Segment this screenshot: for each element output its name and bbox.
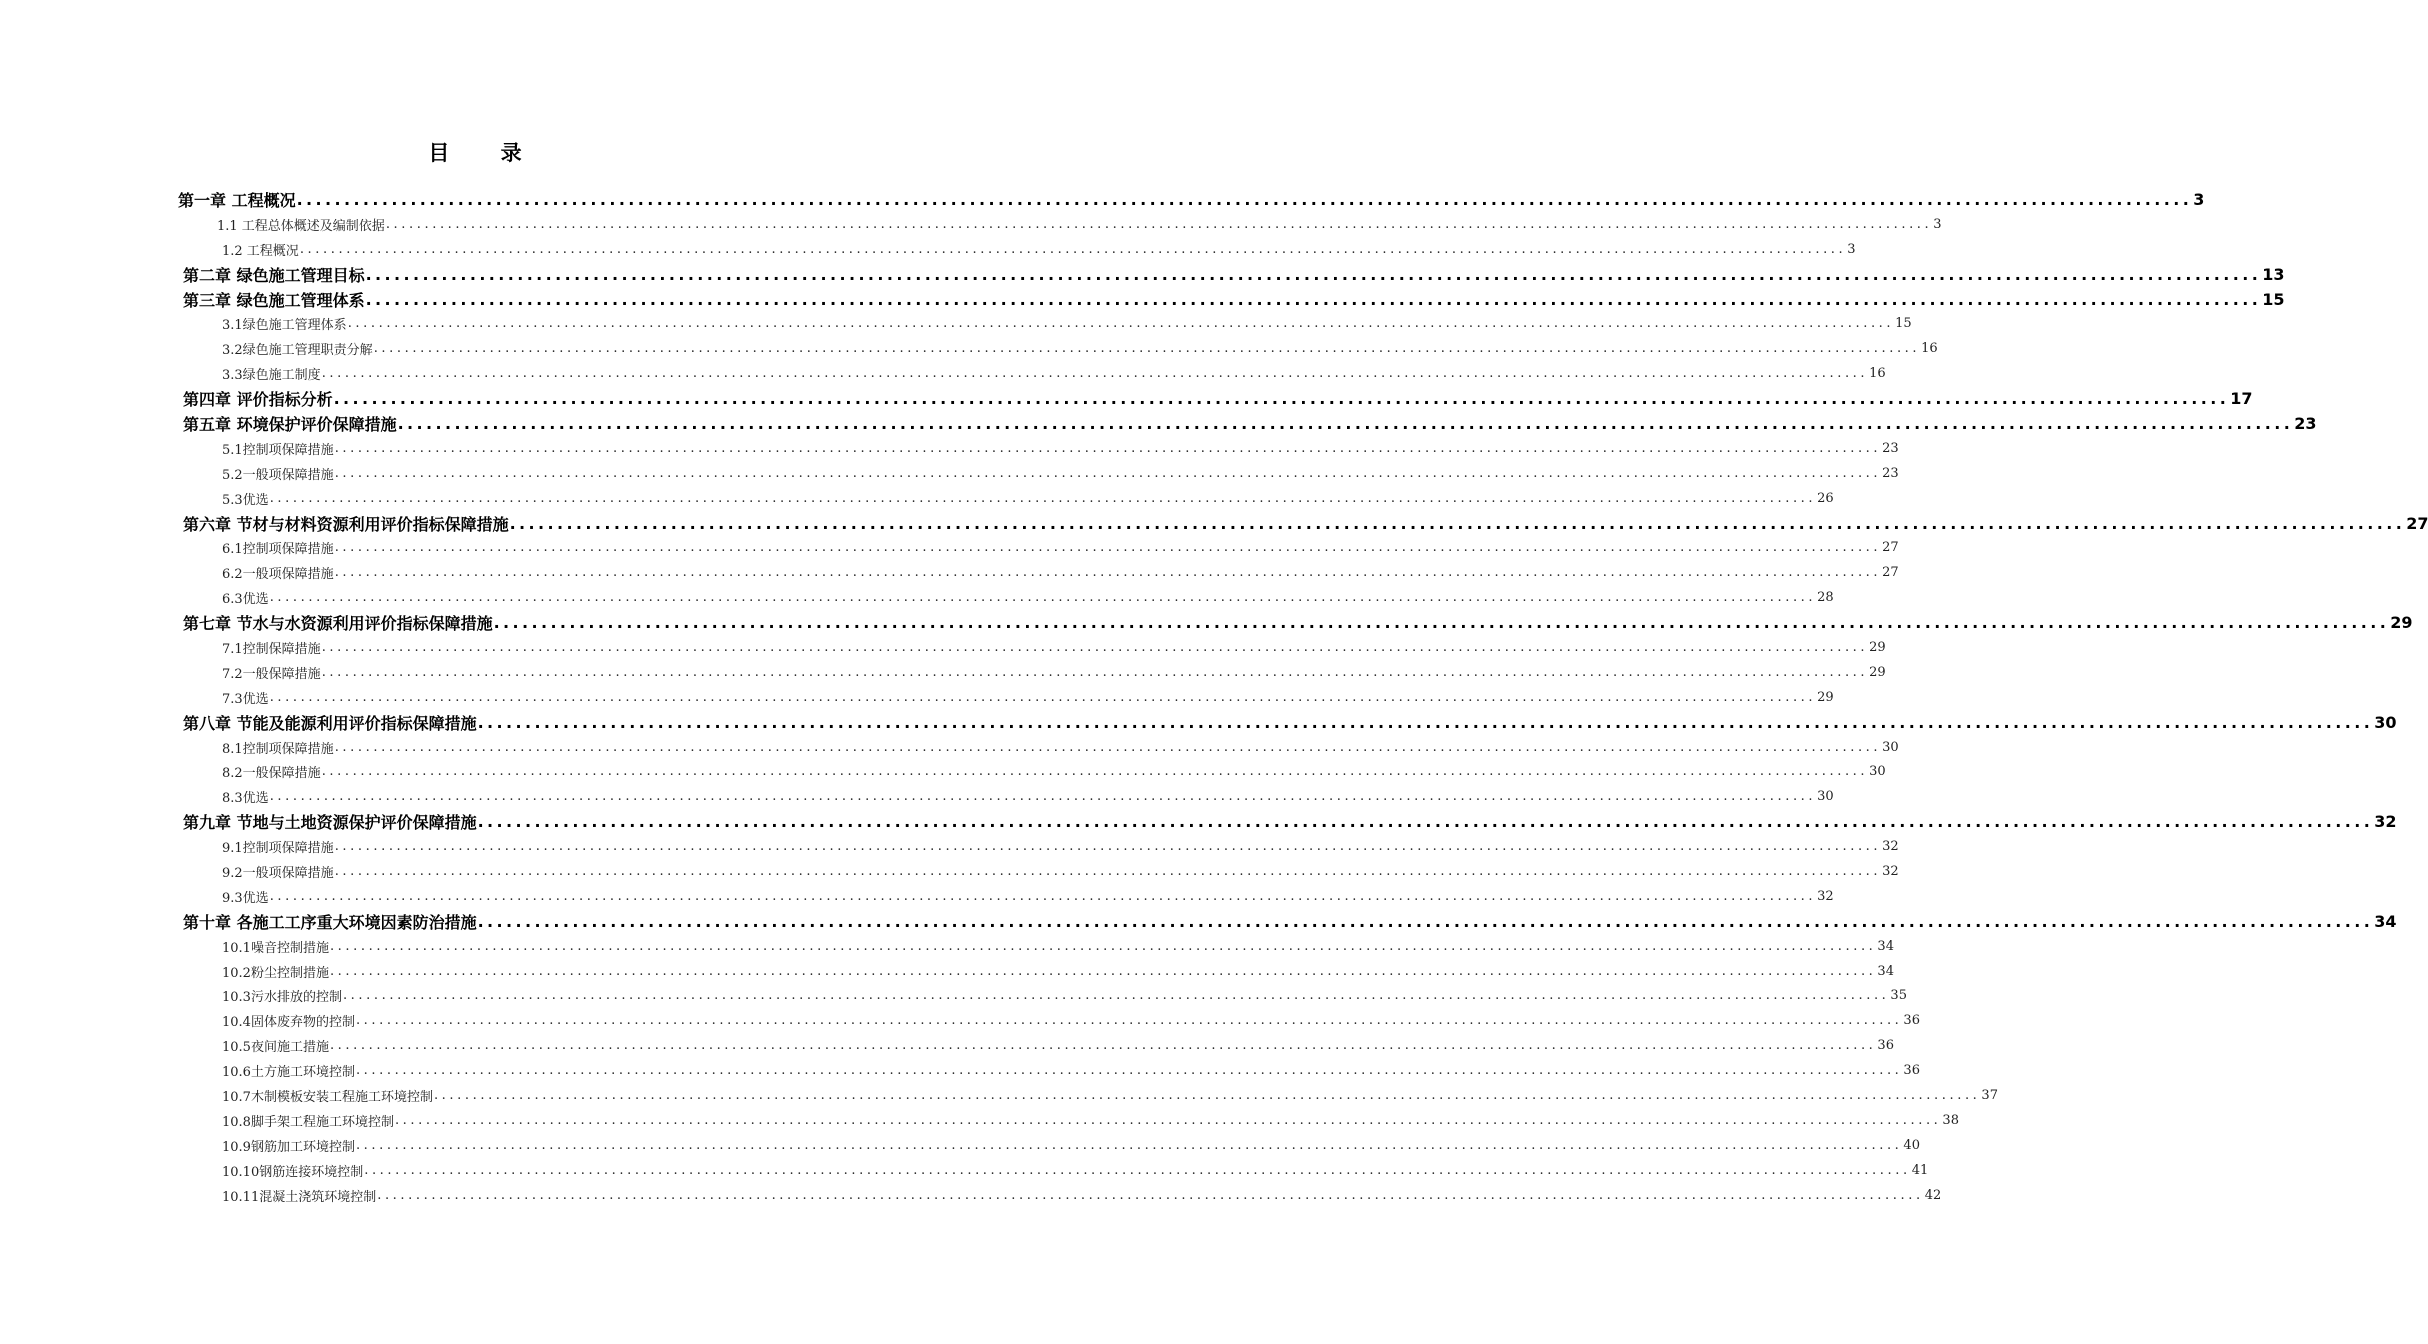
toc-chapter-entry[interactable] <box>183 411 2317 436</box>
toc-page-number: 36 <box>1903 1063 1920 1079</box>
toc-dot-leader: ........................................................................................................................................................................................................ <box>364 1162 1911 1178</box>
toc-dot-leader: ........................................................................................................................................................................................................ <box>373 341 1921 357</box>
toc-dot-leader: ........................................................................................................................................................................................................ <box>329 963 1877 979</box>
toc-page-number: 40 <box>1903 1137 1920 1153</box>
toc-dot-leader: ........................................................................................................................................................................................................ <box>334 440 1882 456</box>
toc-page-number: 17 <box>2230 389 2253 409</box>
toc-page-number: 3 <box>1933 216 1942 232</box>
toc-page-number: 29 <box>2390 613 2413 633</box>
toc-entry-label: 第三章 绿色施工管理体系 <box>183 290 365 310</box>
toc-section-entry[interactable] <box>222 311 1912 336</box>
toc-dot-leader: ........................................................................................................................................................................................................ <box>493 613 2390 633</box>
toc-dot-leader: ........................................................................................................................................................................................................ <box>321 764 1869 780</box>
toc-dot-leader: ........................................................................................................................................................................................................ <box>365 289 2262 309</box>
toc-section-entry[interactable] <box>222 1133 1920 1158</box>
toc-page-number: 30 <box>2374 712 2397 732</box>
toc-entry-label: 第十章 各施工工序重大环境因素防治措施 <box>183 912 477 932</box>
toc-page-number: 26 <box>1817 490 1834 506</box>
toc-section-entry[interactable] <box>222 759 1886 784</box>
toc-entry-label: 9.3优选 <box>222 890 269 906</box>
toc-page-number: 29 <box>1869 664 1886 680</box>
toc-entry-label: 第七章 节水与水资源利用评价指标保障措施 <box>183 614 493 634</box>
toc-dot-leader: ........................................................................................................................................................................................................ <box>333 389 2230 409</box>
toc-page-number: 42 <box>1924 1187 1942 1203</box>
toc-dot-leader: ........................................................................................................................................................................................................ <box>299 241 1847 257</box>
toc-dot-leader: ........................................................................................................................................................................................................ <box>433 1088 1981 1103</box>
toc-page-number: 36 <box>1903 1013 1920 1029</box>
toc-dot-leader: ........................................................................................................................................................................................................ <box>334 540 1882 556</box>
toc-section-entry[interactable] <box>222 685 1834 710</box>
toc-dot-leader: ........................................................................................................................................................................................................ <box>321 639 1869 655</box>
toc-section-entry[interactable] <box>222 361 1886 386</box>
toc-page-number: 35 <box>1890 988 1907 1004</box>
toc-dot-leader: ........................................................................................................................................................................................................ <box>329 1038 1877 1054</box>
toc-entry-label: 10.6土方施工环境控制 <box>222 1065 355 1081</box>
toc-entry-label: 3.1绿色施工管理体系 <box>222 318 347 334</box>
toc-section-entry[interactable] <box>222 660 1886 685</box>
toc-dot-leader: ........................................................................................................................................................................................................ <box>365 264 2262 284</box>
toc-dot-leader: ........................................................................................................................................................................................................ <box>296 189 2193 209</box>
toc-entry-label: 10.8脚手架工程施工环境控制 <box>222 1114 394 1130</box>
toc-dot-leader: ........................................................................................................................................................................................................ <box>269 590 1817 606</box>
toc-page-number: 23 <box>2294 413 2317 433</box>
toc-page-number: 27 <box>1882 540 1899 556</box>
toc-section-entry[interactable] <box>222 834 1899 859</box>
toc-section-entry[interactable] <box>222 859 1899 884</box>
toc-dot-leader: ........................................................................................................................................................................................................ <box>269 888 1817 904</box>
toc-section-entry[interactable] <box>222 486 1834 511</box>
toc-dot-leader: ........................................................................................................................................................................................................ <box>334 839 1882 855</box>
toc-page-number: 30 <box>1869 764 1886 780</box>
toc-chapter-entry[interactable] <box>183 262 2285 287</box>
toc-section-entry[interactable] <box>217 212 1942 237</box>
toc-chapter-entry[interactable] <box>183 610 2413 635</box>
toc-page-number: 32 <box>2374 812 2397 832</box>
toc-page-number: 3 <box>2193 189 2205 209</box>
toc-entry-label: 7.1控制保障措施 <box>222 641 321 657</box>
toc-chapter-entry[interactable] <box>183 809 2397 834</box>
toc-dot-leader: ........................................................................................................................................................................................................ <box>377 1187 1924 1203</box>
toc-dot-leader: ........................................................................................................................................................................................................ <box>321 366 1869 382</box>
toc-chapter-entry[interactable] <box>183 710 2397 735</box>
toc-section-entry[interactable] <box>222 1083 1998 1108</box>
toc-page-number: 37 <box>1981 1088 1998 1103</box>
toc-entry-label: 10.2粉尘控制措施 <box>222 965 329 981</box>
toc-page-number: 27 <box>2406 513 2428 533</box>
toc-dot-leader: ........................................................................................................................................................................................................ <box>342 988 1890 1004</box>
toc-page-number: 23 <box>1882 440 1899 456</box>
toc-section-entry[interactable] <box>222 585 1834 610</box>
toc-dot-leader: ........................................................................................................................................................................................................ <box>355 1063 1903 1079</box>
toc-dot-leader: ........................................................................................................................................................................................................ <box>329 938 1877 954</box>
toc-dot-leader: ........................................................................................................................................................................................................ <box>334 565 1882 581</box>
toc-section-entry[interactable] <box>222 461 1899 486</box>
toc-page-number: 30 <box>1882 739 1899 755</box>
toc-dot-leader: ........................................................................................................................................................................................................ <box>385 216 1933 232</box>
toc-entry-label: 8.1控制项保障措施 <box>222 741 334 757</box>
toc-page-number: 32 <box>1882 863 1899 879</box>
toc-entry-label: 6.1控制项保障措施 <box>222 542 334 558</box>
toc-entry-label: 5.1控制项保障措施 <box>222 442 334 458</box>
toc-dot-leader: ........................................................................................................................................................................................................ <box>355 1013 1903 1029</box>
toc-entry-label: 8.2一般保障措施 <box>222 766 321 782</box>
toc-chapter-entry[interactable] <box>183 909 2397 934</box>
toc-section-entry[interactable] <box>222 1058 1920 1083</box>
toc-entry-label: 6.2一般项保障措施 <box>222 567 334 583</box>
toc-page-number: 15 <box>1895 316 1912 332</box>
toc-entry-label: 1.2 工程概况 <box>222 243 299 259</box>
toc-entry-label: 7.2一般保障措施 <box>222 666 321 682</box>
toc-entry-label: 6.3优选 <box>222 592 269 608</box>
toc-page-number: 28 <box>1817 590 1834 606</box>
toc-section-entry[interactable] <box>222 237 1856 262</box>
toc-dot-leader: ........................................................................................................................................................................................................ <box>397 413 2294 433</box>
toc-section-entry[interactable] <box>222 735 1899 760</box>
toc-page-number: 29 <box>1869 639 1886 655</box>
toc-entry-label: 第二章 绿色施工管理目标 <box>183 265 365 285</box>
toc-page-number: 3 <box>1847 241 1856 257</box>
toc-chapter-entry[interactable] <box>183 287 2285 312</box>
toc-page-number: 38 <box>1942 1112 1959 1128</box>
toc-entry-label: 第八章 节能及能源利用评价指标保障措施 <box>183 713 477 733</box>
toc-entry-label: 第九章 节地与土地资源保护评价保障措施 <box>183 813 477 833</box>
toc-page-number: 27 <box>1882 565 1899 581</box>
toc-page-number: 16 <box>1921 341 1938 357</box>
toc-page-number: 32 <box>1817 888 1834 904</box>
toc-page-number: 36 <box>1877 1038 1894 1054</box>
toc-section-entry[interactable] <box>222 635 1886 660</box>
toc-dot-leader: ........................................................................................................................................................................................................ <box>269 689 1817 705</box>
toc-section-entry[interactable] <box>222 884 1834 909</box>
toc-dot-leader: ........................................................................................................................................................................................................ <box>347 316 1895 332</box>
toc-section-entry[interactable] <box>222 1108 1959 1133</box>
toc-page-number: 34 <box>1877 963 1894 979</box>
toc-entry-label: 9.1控制项保障措施 <box>222 841 334 857</box>
toc-entry-label: 3.2绿色施工管理职责分解 <box>222 343 373 359</box>
toc-dot-leader: ........................................................................................................................................................................................................ <box>334 739 1882 755</box>
toc-dot-leader: ........................................................................................................................................................................................................ <box>269 789 1817 805</box>
toc-entry-label: 5.2一般项保障措施 <box>222 467 334 483</box>
toc-page-number: 23 <box>1882 465 1899 481</box>
table-of-contents <box>0 187 2428 1208</box>
toc-entry-label: 10.4固体废弃物的控制 <box>222 1015 355 1031</box>
toc-section-entry[interactable] <box>222 784 1834 809</box>
toc-dot-leader: ........................................................................................................................................................................................................ <box>334 863 1882 879</box>
toc-entry-label: 第四章 评价指标分析 <box>183 390 333 410</box>
toc-dot-leader: ........................................................................................................................................................................................................ <box>477 812 2374 832</box>
toc-page-number: 30 <box>1817 789 1834 805</box>
toc-entry-label: 第一章 工程概况 <box>178 190 296 210</box>
toc-dot-leader: ........................................................................................................................................................................................................ <box>477 911 2374 931</box>
toc-page-number: 29 <box>1817 689 1834 705</box>
toc-dot-leader: ........................................................................................................................................................................................................ <box>269 490 1817 506</box>
toc-section-entry[interactable] <box>222 336 1938 361</box>
toc-section-entry[interactable] <box>222 1183 1942 1208</box>
toc-page-number: 41 <box>1911 1162 1929 1178</box>
toc-section-entry[interactable] <box>222 984 1907 1009</box>
toc-entry-label: 10.10钢筋连接环境控制 <box>222 1164 364 1180</box>
toc-section-entry[interactable] <box>222 1008 1920 1033</box>
toc-entry-label: 5.3优选 <box>222 492 269 508</box>
toc-entry-label: 10.3污水排放的控制 <box>222 990 342 1006</box>
toc-entry-label: 第六章 节材与材料资源利用评价指标保障措施 <box>183 514 509 534</box>
toc-dot-leader: ........................................................................................................................................................................................................ <box>509 513 2406 533</box>
toc-section-entry[interactable] <box>222 436 1899 461</box>
toc-dot-leader: ........................................................................................................................................................................................................ <box>394 1112 1942 1128</box>
toc-section-entry[interactable] <box>222 1033 1894 1058</box>
toc-entry-label: 10.5夜间施工措施 <box>222 1040 329 1056</box>
toc-entry-label: 10.11混凝土浇筑环境控制 <box>222 1189 377 1205</box>
toc-page-number: 13 <box>2262 264 2285 284</box>
toc-entry-label: 10.1噪音控制措施 <box>222 940 329 956</box>
toc-section-entry[interactable] <box>222 934 1894 959</box>
toc-page-number: 32 <box>1882 839 1899 855</box>
toc-entry-label: 9.2一般项保障措施 <box>222 865 334 881</box>
toc-entry-label: 10.9钢筋加工环境控制 <box>222 1139 355 1155</box>
toc-entry-label: 10.7木制模板安装工程施工环境控制 <box>222 1090 433 1105</box>
toc-entry-label: 第五章 环境保护评价保障措施 <box>183 414 397 434</box>
toc-page-number: 15 <box>2262 289 2285 309</box>
toc-entry-label: 3.3绿色施工制度 <box>222 368 321 384</box>
toc-dot-leader: ........................................................................................................................................................................................................ <box>321 664 1869 680</box>
toc-dot-leader: ........................................................................................................................................................................................................ <box>334 465 1882 481</box>
toc-section-entry[interactable] <box>222 560 1899 585</box>
toc-page-number: 34 <box>2374 911 2397 931</box>
toc-chapter-entry[interactable] <box>178 187 2205 212</box>
toc-chapter-entry[interactable] <box>183 511 2428 536</box>
page-title: 目 录 <box>428 140 544 165</box>
toc-entry-label: 1.1 工程总体概述及编制依据 <box>217 218 385 234</box>
toc-section-entry[interactable] <box>222 959 1894 984</box>
toc-chapter-entry[interactable] <box>183 386 2253 411</box>
toc-entry-label: 7.3优选 <box>222 691 269 707</box>
toc-entry-label: 8.3优选 <box>222 791 269 807</box>
toc-page-number: 34 <box>1877 938 1894 954</box>
toc-section-entry[interactable] <box>222 1158 1929 1183</box>
toc-dot-leader: ........................................................................................................................................................................................................ <box>355 1137 1903 1153</box>
toc-dot-leader: ........................................................................................................................................................................................................ <box>477 712 2374 732</box>
toc-page-number: 16 <box>1869 366 1886 382</box>
toc-section-entry[interactable] <box>222 535 1899 560</box>
